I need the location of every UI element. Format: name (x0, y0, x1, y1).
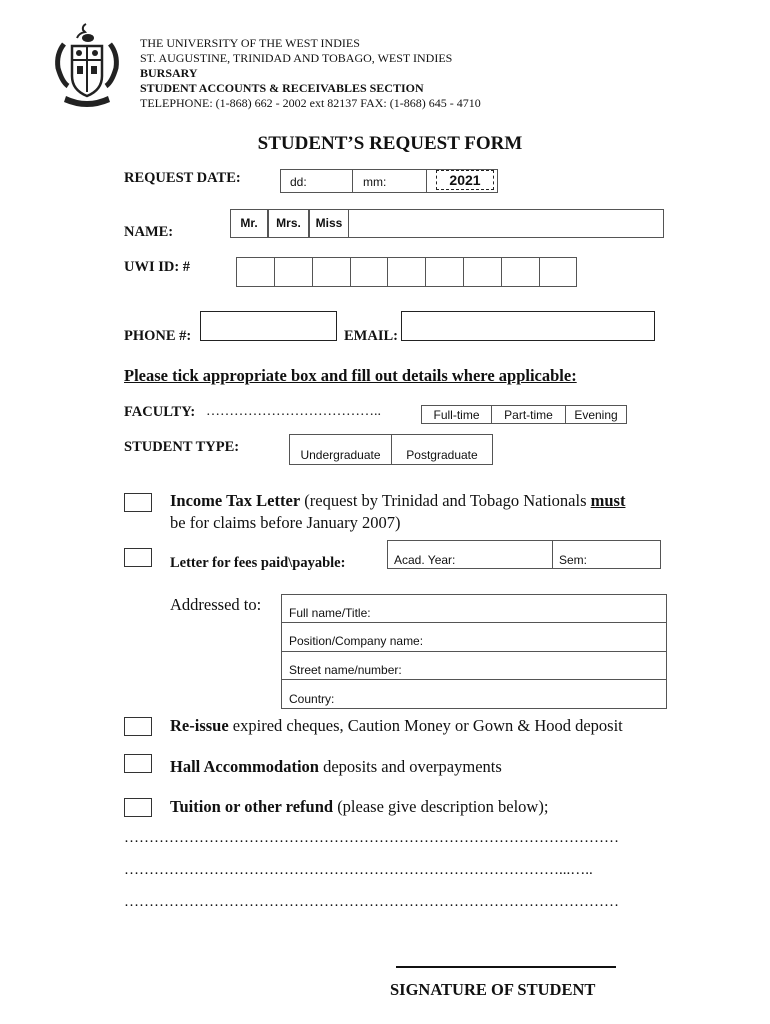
university-name: THE UNIVERSITY OF THE WEST INDIES (140, 36, 360, 50)
country-field[interactable]: Country: (281, 679, 667, 709)
reissue-text (170, 716, 623, 736)
reissue-checkbox[interactable] (124, 717, 152, 736)
divider (274, 257, 275, 287)
divider (463, 257, 464, 287)
reissue-desc: expired cheques, Caution Money or Gown & Hood deposit (228, 716, 623, 735)
part-time-option[interactable]: Part-time (491, 405, 566, 424)
day-field[interactable] (280, 169, 352, 193)
acad-year-field[interactable]: Acad. Year: (387, 540, 553, 569)
income-tax-checkbox[interactable] (124, 493, 152, 512)
fees-letter-checkbox[interactable] (124, 548, 152, 567)
title-mrs-option[interactable]: Mrs. (268, 209, 309, 238)
phone-label: PHONE #: (124, 328, 192, 344)
campus-address: ST. AUGUSTINE, TRINIDAD AND TOBAGO, WEST INDIES (140, 51, 453, 65)
full-name-title-field[interactable]: Full name/Title: (281, 594, 667, 623)
month-label: mm: (363, 175, 387, 189)
hall-accommodation-text (170, 757, 502, 777)
divider (425, 257, 426, 287)
email-label: EMAIL: (344, 328, 398, 344)
income-tax-text (170, 491, 625, 511)
signature-label: SIGNATURE OF STUDENT (390, 980, 596, 999)
street-field[interactable]: Street name/number: (281, 651, 667, 680)
instruction-text: Please tick appropriate box and fill out details where applicable: (124, 366, 577, 385)
email-input[interactable] (401, 311, 655, 341)
title-miss-option[interactable]: Miss (309, 209, 349, 238)
uwi-id-field[interactable] (236, 257, 577, 287)
request-date-label: REQUEST DATE: (124, 170, 241, 186)
tuition-refund-text (170, 797, 548, 817)
must-text: must (590, 491, 626, 510)
reissue-title: Re-issue (170, 716, 229, 735)
divider (350, 257, 351, 287)
description-line-3[interactable]: ……………………………………………………………………………………… (124, 894, 619, 910)
description-line-2[interactable]: ……………………………………………………………………………...….. (124, 862, 593, 878)
divider (312, 257, 313, 287)
month-field[interactable] (353, 169, 425, 193)
tuition-refund-desc: (please give description below); (333, 797, 549, 816)
income-tax-desc: (request by Trinidad and Tobago Nationals (300, 491, 591, 510)
description-line-1[interactable]: ……………………………………………………………………………………… (124, 830, 619, 846)
department-name: BURSARY (140, 66, 198, 80)
day-label: dd: (290, 175, 307, 189)
postgraduate-option[interactable]: Postgraduate (391, 434, 493, 465)
section-name: STUDENT ACCOUNTS & RECEIVABLES SECTION (140, 81, 424, 95)
addressed-to-label: Addressed to: (170, 595, 262, 614)
divider (501, 257, 502, 287)
form-title: STUDENT’S REQUEST FORM (257, 133, 523, 154)
divider (539, 257, 540, 287)
tuition-refund-title: Tuition or other refund (170, 797, 334, 816)
hall-accommodation-checkbox[interactable] (124, 754, 152, 773)
signature-line[interactable] (396, 966, 616, 968)
undergraduate-option[interactable]: Undergraduate (289, 434, 392, 465)
divider (426, 169, 427, 193)
uwi-crest-logo (52, 20, 122, 110)
faculty-label: FACULTY: (124, 404, 196, 420)
phone-input[interactable] (200, 311, 337, 341)
tuition-refund-checkbox[interactable] (124, 798, 152, 817)
fees-letter-title: Letter for fees paid\payable: (170, 555, 346, 571)
evening-option[interactable]: Evening (565, 405, 627, 424)
hall-accommodation-desc: deposits and overpayments (318, 757, 502, 776)
title-mr-option[interactable]: Mr. (230, 209, 268, 238)
student-type-label: STUDENT TYPE: (124, 439, 240, 455)
year-field[interactable]: 2021 (436, 170, 494, 190)
full-time-option[interactable]: Full-time (421, 405, 492, 424)
position-company-field[interactable]: Position/Company name: (281, 622, 667, 652)
hall-accommodation-title: Hall Accommodation (170, 757, 319, 776)
semester-field[interactable]: Sem: (552, 540, 661, 569)
faculty-blank[interactable]: ……………………………….. (206, 404, 381, 419)
income-tax-title: Income Tax Letter (170, 491, 301, 510)
divider (387, 257, 388, 287)
contact-line: TELEPHONE: (1-868) 662 - 2002 ext 82137 FAX: (1-868) 645 - 4710 (140, 96, 481, 110)
income-tax-desc-line2: be for claims before January 2007) (170, 513, 401, 532)
name-label: NAME: (124, 224, 174, 240)
uwi-id-label: UWI ID: # (124, 259, 191, 275)
